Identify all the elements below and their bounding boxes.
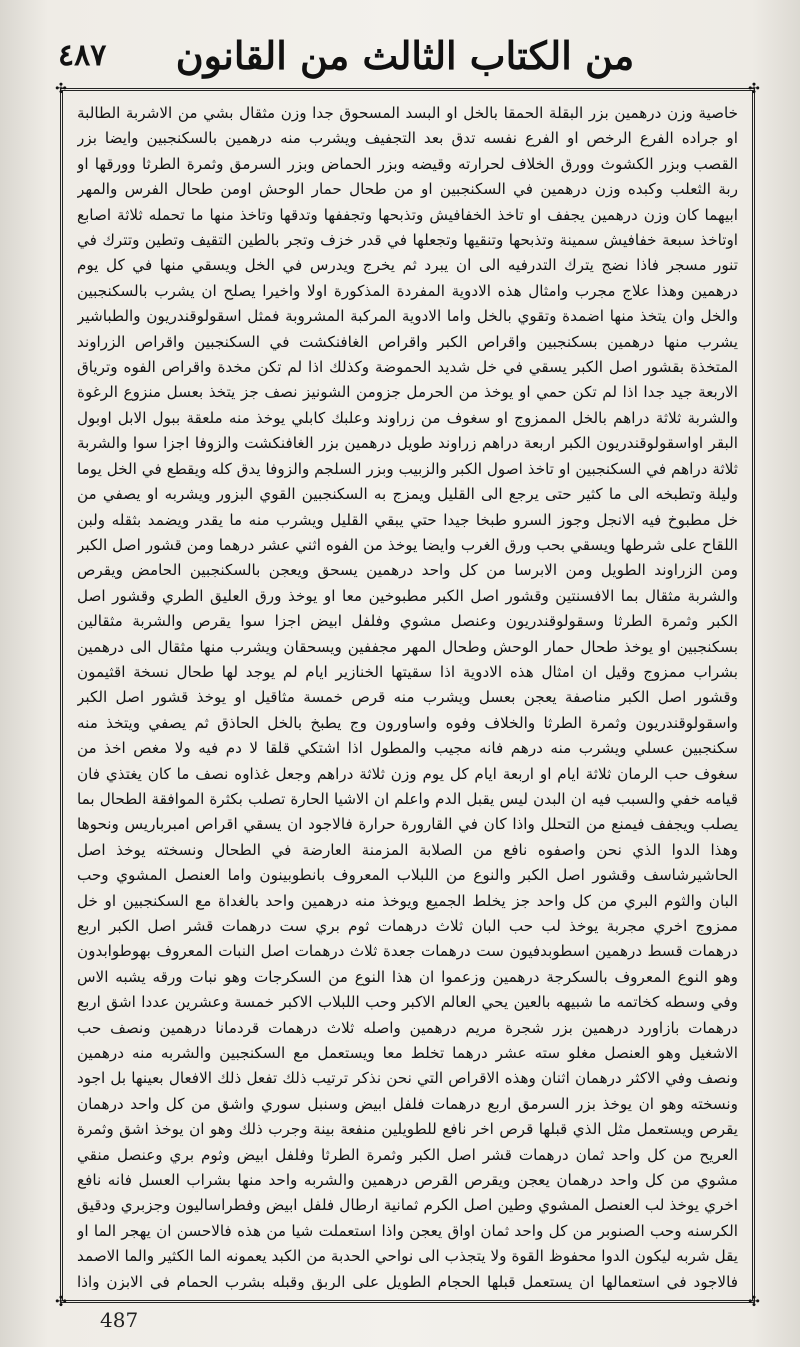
corner-ornament-icon: ✣: [55, 1294, 67, 1310]
main-text: [77, 101, 738, 1290]
header-title: من الكتاب الثالث من القانون: [175, 32, 635, 78]
body-paragraph: خاصية وزن درهمين بزر البقلة الحمقا بالخل او البسد المسحوق جدا وزن مثقال بشي من الاشربة الطالبة او جراده الفرع الرخص او الفرع نفسه تدق بعد التجفيف ويشرب منه درهمين بالسكنجبين وايضا بزر القصب وبزر الكشوث وورق الخلاف لحرارته وقيضه وبزر الحماض وبزر السرمق وثمرة الطرثا وورقها او ربة الثعلب وكبده وزن درهمين في السكنجبين او من طحال حمار الوحش اومن طحال الفرس والمهر ابيهما كان وزن درهمين يجفف او تاخذ الخفافيش وتذبحها وتجففها وتدقها وتاخذ منها ما تحمله ثلاثة اصابع اوتاخذ سبعة خفافيش سمينة وتذبحها وتنقيها وتجعلها في قدر خزف وتجر بالطين التقيف وتطين وتترك في تنور مسجر فاذا نضج يترك التدرفيه الى ان يبرد ثم يخرج ويدرس في الخل ويسقي منها في كل يوم درهمين وهذا علاج مجرب وامثال هذه الادوية المفردة المذكورة اولا واخيرا يصلح ان يشرب بالسكنجبين والخل وان يتخذ منها اضمدة وتقوي بالخل واما الادوية المركبة المشروبة فمثل اسقولوقندريون والطباشير يشرب منها درهمين بسكنجبين واقراص الكبر واقراص الغافنكشت في السكنجبين واقراص الزراوند المتخذة بقشور اصل الكبر يسقي في خل شديد الحموضة وكذلك اذا لم تكن مخدة واقراص الفوه وترياق الاربعة جيد جدا اذا لم تكن حمي او يوخذ من الحرمل جزومن الشونيز نصف جز يتخذ بعسل منزوع الرغوة والشربة ثلاثة دراهم بالخل الممزوج او سغوف من زراوند وعلبك كابلي يوخذ منه ملعقة ببول الابل اوبول البقر اواسقولوقندريون الكبر اربعة دراهم زراوند طويل درهمين بزر الغافنكشت والزوفا اجزا سوا والشربة ثلاثة دراهم في السكنجبين او تاخذ اصول الكبر والزبيب وبزر السلجم والزوفا يدق كله ويقطع في الخل يوما وليلة وتطبخه الى ما كثير حتى يرجع الى القليل ويمزج به السكنجبين القوي البزور ويشربه او يصفي من خل مطبوخ فيه الانجل وجوز السرو طبخا جيدا حتي يبقي القليل ويشرب منه ما يقدر ويضمد بثقله ولبن اللقاح على شرطها ويسقي بحب ورق الغرب وايضا يوخذ من الفوه اثني عشر درهما ومن قشور اصل الكبر ومن الزراوند الطويل ومن الابرسا من كل واحد درهمين يسحق ويعجن بالسكنجبين الحامض ويقرص والشربة مثقال بما الافسنتين وقشور اصل الكبر مطبوخين معا او يوخذ ورق العليق الطري وقشور اصل الكبر وثمرة الطرثا وسقولوقندريون وعنصل مشوي وفلفل ابيض اجزا سوا يقرص والشربة مثقالين بسكنجبين او يوخذ طحال حمار الوحش وطحال المهر مجففين ويسحقان ويشرب منها مثقال الى درهمين بشراب ممزوج وقيل ان امثال هذه الادوية اذا سقيتها الخنازير ايام لم يوجد لها طحال نسخة اقثيمون وقشور اصل الكبر مناصفة يعجن بعسل ويشرب منه قرص خمسة مثاقيل او يوخذ قشور اصل الكبر واسقولوقندريون وثمرة الطرثا والخلاف وفوه واساورون وج يطبخ بالخل الحاذق ثم يصفي ويتخذ منه سكنجبين عسلي ويشرب منه درهم فانه مجيب والمطول اذا اشتكي قلقا لا دم فيه ولا مغص اخذ من سغوف حب الرمان ثلاثة ايام او اربعة ايام كل يوم وزن ثلاثة دراهم وجعل غذاوه نصف ما كان يغتذي فان قيامه خفي والسبب فيه ان البدن ليس يقبل الدم واعلم ان الاشيا الحارة تصلب بكثرة الموافقة الطحال بما يصلب ويجفف فيمنع من التحلل واذا كان في القارورة حرارة فالاجود ان يسقي اقراص امبرباريس ونحوها وهذا الدوا الذي نحن واصفوه نافع من الصلابة المزمنة العارضة في الطحال ونسخته يوخذ اصل الحاشيرشاسف وقشور اصل الكبر والنوع من اللبلاب المعروف بانطوبينون واما العنصل المشوي وحب البان والثوم البري من كل واحد جز يخلط الجميع ويوخذ منه درهمين واحد بالغداة مع السكنجبين او خل ممزوج اخري مجربة يوخذ لب حب البان ثلاث درهمات ثوم بري ست درهمات قشر اصل الكبر اربع درهمات قسط درهمين اسطوبدفيون ست درهمات جعدة ثلاث درهمات اصل النبات المعروف بهوطوابدون وهو النوع المعروف بالسكرجة درهمين وزعموا ان هذا النوع من السكرجات وهو نبات ورقه يشبه الاس وفي وسطه كخاتمه ما شبيهه بالعين يحي العالم الاكبر وحب اللبلاب الاكبر خمسة وعشرين عددا اشق اربع درهمات بازاورد درهمين بزر شجرة مريم درهمين واصله ثلاث درهمات قردمانا درهمين ونصف حب الاشغيل وهو العنصل مغلو سته عشر درهما تخلط معا ويستعمل مع السكنجبين والشربه منه درهمين ونصف وفي الاكثر درهمان اثنان وهذه الاقراص التي نحن نذكر ترتيب ذلك تفعل ذلك الافعال بعينها بل اجود ونسخته وهو ان يوخذ بزر السرمق اربع درهمات فلفل ابيض وسنبل سوري واشق من كل واحد درهمان يقرص ويستعمل مثل الذي قبلها قرص اخر نافع للطويلين منفعة بينة وجرب ذلك وهو ان يوخذ اشق وثمرة العريح من كل واحد ثمان درهمات قشر اصل الكبر وثمرة الطرثا وفلفل ابيض وثوم بري وعنصل منقي مشوي من كل واحد درهمان يعجن ويقرص القرص درهمين والشربه واحد منها بشراب العسل فانه نافع اخري يوخذ لب العنصل المشوي وطين اصل الكرم ثمانية ارطال فلفل ابيض وفطراساليون وجزبري ودقيق الكرسنه وحب الصنوبر من كل واحد ثمان اواق يعجن واذا استعملت شيا من هذه فالاحسن ان يهجر الما او يقل شربه ليكون الدوا محفوظ القوة ولا يتجذب الى نواحي الحدبة من الكبد يعمونه الما الكثير والما الاصمد فالاجود في استعمالها ان يستعمل قبلها الحجام الطويل على الربق وقبله بشرب الحمام في الابزن واذا: [77, 104, 738, 1290]
footer-page-number: 487: [100, 1308, 139, 1332]
running-header: [60, 28, 750, 82]
text-frame: [55, 81, 760, 1310]
arabic-page-number: ٤٨٧: [58, 38, 107, 73]
corner-ornament-icon: ✣: [748, 81, 760, 97]
corner-ornament-icon: ✣: [55, 81, 67, 97]
corner-ornament-icon: ✣: [748, 1294, 760, 1310]
